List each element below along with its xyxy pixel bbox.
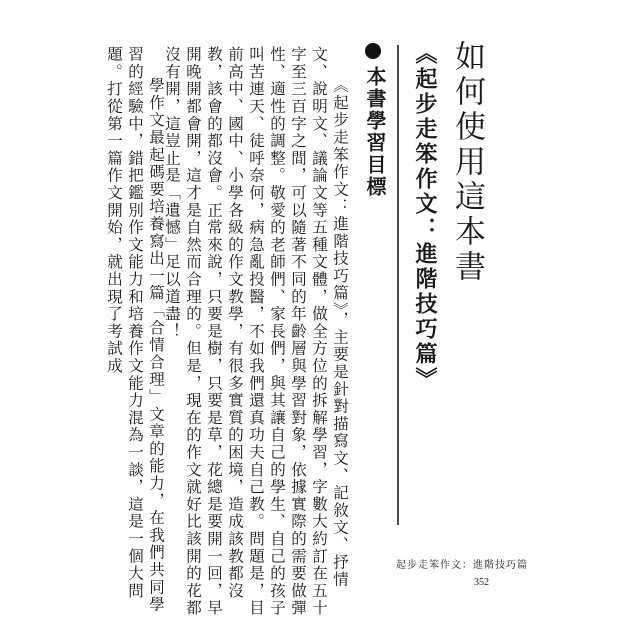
vertical-divider [397,45,399,525]
page-title: 如何使用這本書 [449,40,485,285]
body-paragraph-2: 學作文最起碼要培養寫出一篇「合情合理」文章的能力，在我們共同學習的經驗中，錯把鑑別作文能力和培養作文能力混為一談，這是一個大問題。打從第一篇作文開始，就出現了考試成 [105,46,165,614]
section-heading [362,42,388,198]
book-subtitle: 《起步走笨作文：進階技巧篇》 [412,42,437,392]
section-heading-text: 本書學習目標 [363,66,387,198]
footer-caption: 起步走笨作文：進階技巧篇 [396,560,528,571]
body-paragraph-1: 《起步走笨作文：進階技巧篇》，主要是針對描寫文、記敘文、抒情文、說明文、議論文等五種文體，做全方位的拆解學習，字數大約訂在五十字至三百字之間，可以隨著不同的年齡層與學習對象，依據實際的需要做彈性、適性的調整。敬愛的老師們、家長們，與其讓自己的學生、自己的孩子叫苦連天、徒呼奈何，病急亂投醫，不如我們還真功夫自己教。問題是，目前高中、國中、小學各級的作文教學，有很多實質的困境，造成該教都沒教，該會的都沒會。正常來說，只要是樹，只要是草，花總是要開一回，早開晚開都會開，這才是自然而合理的。但是，現在的作文就好比該開的花都沒有開，這豈止是「遺憾」足以道盡！ [163,46,349,617]
page-number: 352 [474,577,489,588]
